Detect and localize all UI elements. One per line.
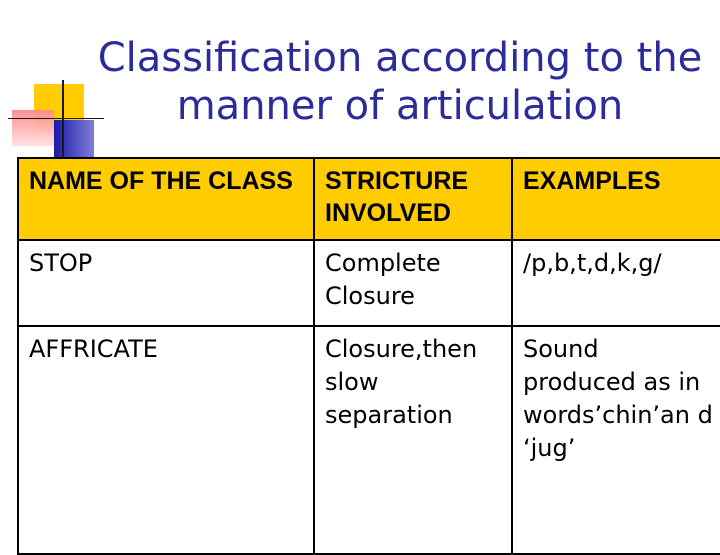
slide-title-line-2: manner of articulation [176,83,624,129]
cell-class-name: STOP [18,240,314,326]
logo-pink-square [12,110,54,146]
header-stricture-involved: STRICTURE INVOLVED [314,158,512,240]
cell-stricture: Complete Closure [314,240,512,326]
slide-title-line-1: Classification according to the [97,35,703,81]
table-row [18,326,720,554]
slide-title [80,34,720,130]
cell-examples: Sound produced as in words’chin’an d ‘jug’ [512,326,720,554]
cell-stricture: Closure,then slow separation [314,326,512,554]
header-name-of-class: NAME OF THE CLASS [18,158,314,240]
header-examples: EXAMPLES [512,158,720,240]
cell-class-name: AFFRICATE [18,326,314,554]
articulation-table [17,157,720,555]
logo-vertical-line [62,80,64,166]
table-row [18,240,720,326]
table-header-row [18,158,720,240]
cell-examples: /p,b,t,d,k,g/ [512,240,720,326]
